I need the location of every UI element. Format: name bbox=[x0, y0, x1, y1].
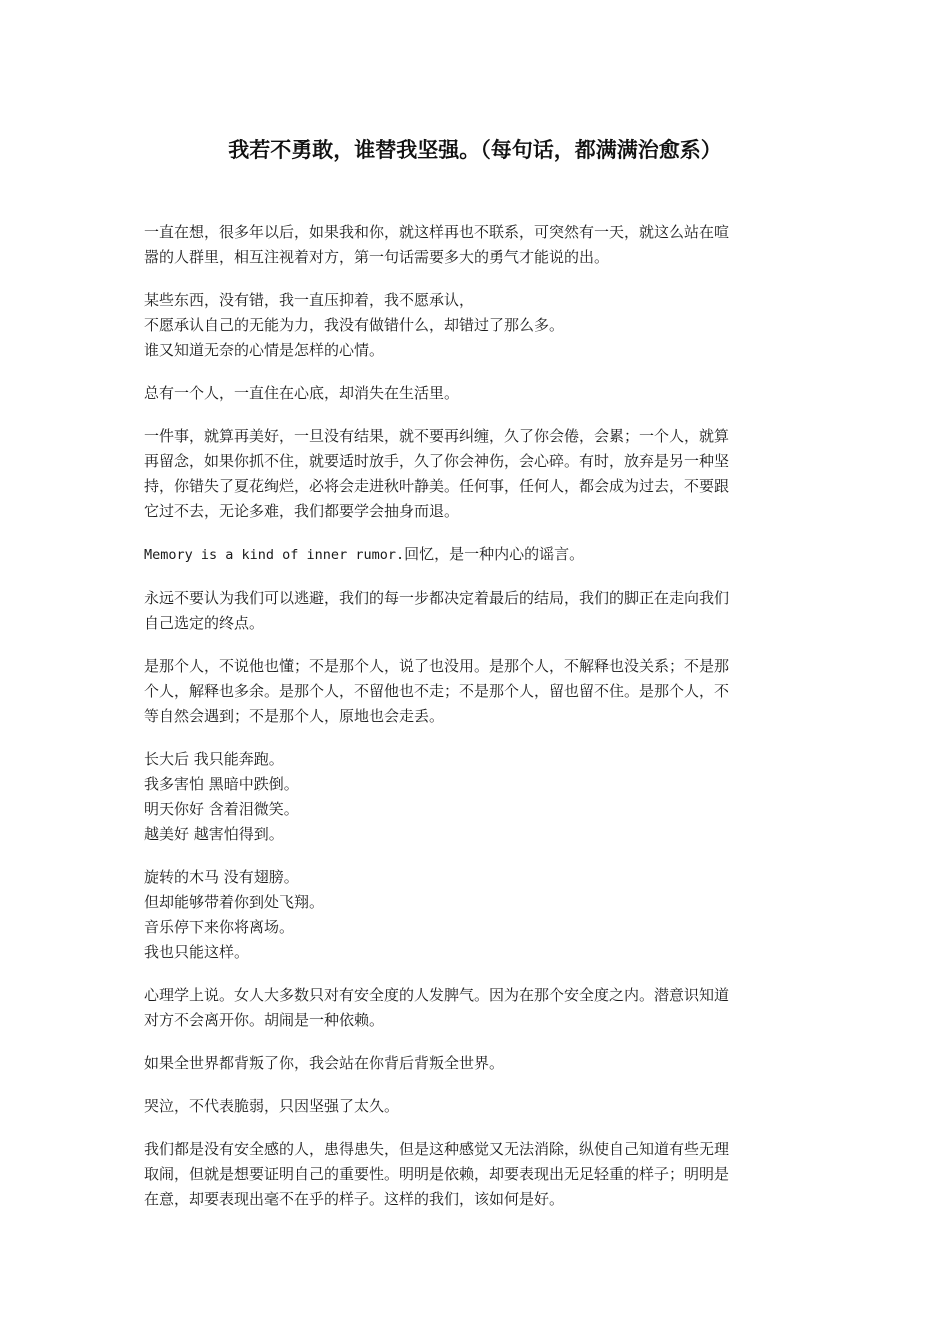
paragraph bbox=[144, 586, 804, 636]
text-line: 再留念，如果你抓不住，就要适时放手，久了你会神伤，会心碎。有时，放弃是另一种坚 bbox=[144, 452, 730, 470]
text-line: 我们都是没有安全感的人，患得患失，但是这种感觉又无法消除，纵使自己知道有些无理 bbox=[144, 1140, 730, 1158]
text-line: 哭泣，不代表脆弱，只因坚强了太久。 bbox=[144, 1097, 400, 1115]
paragraph bbox=[144, 747, 804, 847]
text-line: 它过不去，无论多难，我们都要学会抽身而退。 bbox=[144, 502, 460, 520]
text-line: 自己选定的终点。 bbox=[144, 614, 265, 632]
english-quote: Memory is a kind of inner rumor. bbox=[144, 547, 405, 563]
text-line: 谁又知道无奈的心情是怎样的心情。 bbox=[144, 341, 385, 359]
text-line: 取闹，但就是想要证明自己的重要性。明明是依赖，却要表现出无足轻重的样子；明明是 bbox=[144, 1165, 730, 1183]
text-line: 我也只能这样。 bbox=[144, 943, 250, 961]
paragraph bbox=[144, 424, 804, 524]
text-line: 越美好 越害怕得到。 bbox=[144, 825, 284, 843]
text-line: 如果全世界都背叛了你，我会站在你背后背叛全世界。 bbox=[144, 1054, 505, 1072]
document-title: 我若不勇敢，谁替我坚强。（每句话，都满满治愈系） bbox=[228, 138, 722, 162]
text-line: 明天你好 含着泪微笑。 bbox=[144, 800, 299, 818]
text-line: 某些东西，没有错，我一直压抑着，我不愿承认， bbox=[144, 291, 475, 309]
text-line: 嚣的人群里，相互注视着对方，第一句话需要多大的勇气才能说的出。 bbox=[144, 248, 610, 266]
text-line: 是那个人，不说他也懂；不是那个人，说了也没用。是那个人，不解释也没关系；不是那 bbox=[144, 657, 730, 675]
text-line: 不愿承认自己的无能为力，我没有做错什么，却错过了那么多。 bbox=[144, 316, 565, 334]
text-line: 等自然会遇到；不是那个人，原地也会走丢。 bbox=[144, 707, 445, 725]
text-line: 总有一个人，一直住在心底，却消失在生活里。 bbox=[144, 384, 460, 402]
paragraph bbox=[144, 654, 804, 729]
text-line: 音乐停下来你将离场。 bbox=[144, 918, 295, 936]
text-line: 旋转的木马 没有翅膀。 bbox=[144, 868, 299, 886]
chinese-quote: 回忆，是一种内心的谣言。 bbox=[404, 545, 585, 563]
text-line: 一件事，就算再美好，一旦没有结果，就不要再纠缠，久了你会倦，会累；一个人，就算 bbox=[144, 427, 730, 445]
text-line: 对方不会离开你。胡闹是一种依赖。 bbox=[144, 1011, 385, 1029]
paragraph bbox=[144, 288, 804, 363]
paragraph bbox=[144, 1051, 804, 1076]
text-line bbox=[144, 542, 804, 568]
paragraph bbox=[144, 983, 804, 1033]
document-body bbox=[144, 220, 804, 1230]
text-line: 我多害怕 黑暗中跌倒。 bbox=[144, 775, 299, 793]
paragraph bbox=[144, 220, 804, 270]
paragraph bbox=[144, 1094, 804, 1119]
text-line: 一直在想，很多年以后，如果我和你，就这样再也不联系，可突然有一天，就这么站在喧 bbox=[144, 223, 730, 241]
text-line: 心理学上说。女人大多数只对有安全度的人发脾气。因为在那个安全度之内。潜意识知道 bbox=[144, 986, 730, 1004]
text-line: 在意，却要表现出毫不在乎的样子。这样的我们，该如何是好。 bbox=[144, 1190, 565, 1208]
text-line: 但却能够带着你到处飞翔。 bbox=[144, 893, 325, 911]
paragraph bbox=[144, 865, 804, 965]
text-line: 永远不要认为我们可以逃避，我们的每一步都决定着最后的结局，我们的脚正在走向我们 bbox=[144, 589, 730, 607]
text-line: 长大后 我只能奔跑。 bbox=[144, 750, 284, 768]
text-line: 持，你错失了夏花绚烂，必将会走进秋叶静美。任何事，任何人，都会成为过去，不要跟 bbox=[144, 477, 730, 495]
paragraph bbox=[144, 1137, 804, 1212]
paragraph bbox=[144, 542, 804, 568]
paragraph bbox=[144, 381, 804, 406]
text-line: 个人，解释也多余。是那个人，不留他也不走；不是那个人，留也留不住。是那个人，不 bbox=[144, 682, 730, 700]
